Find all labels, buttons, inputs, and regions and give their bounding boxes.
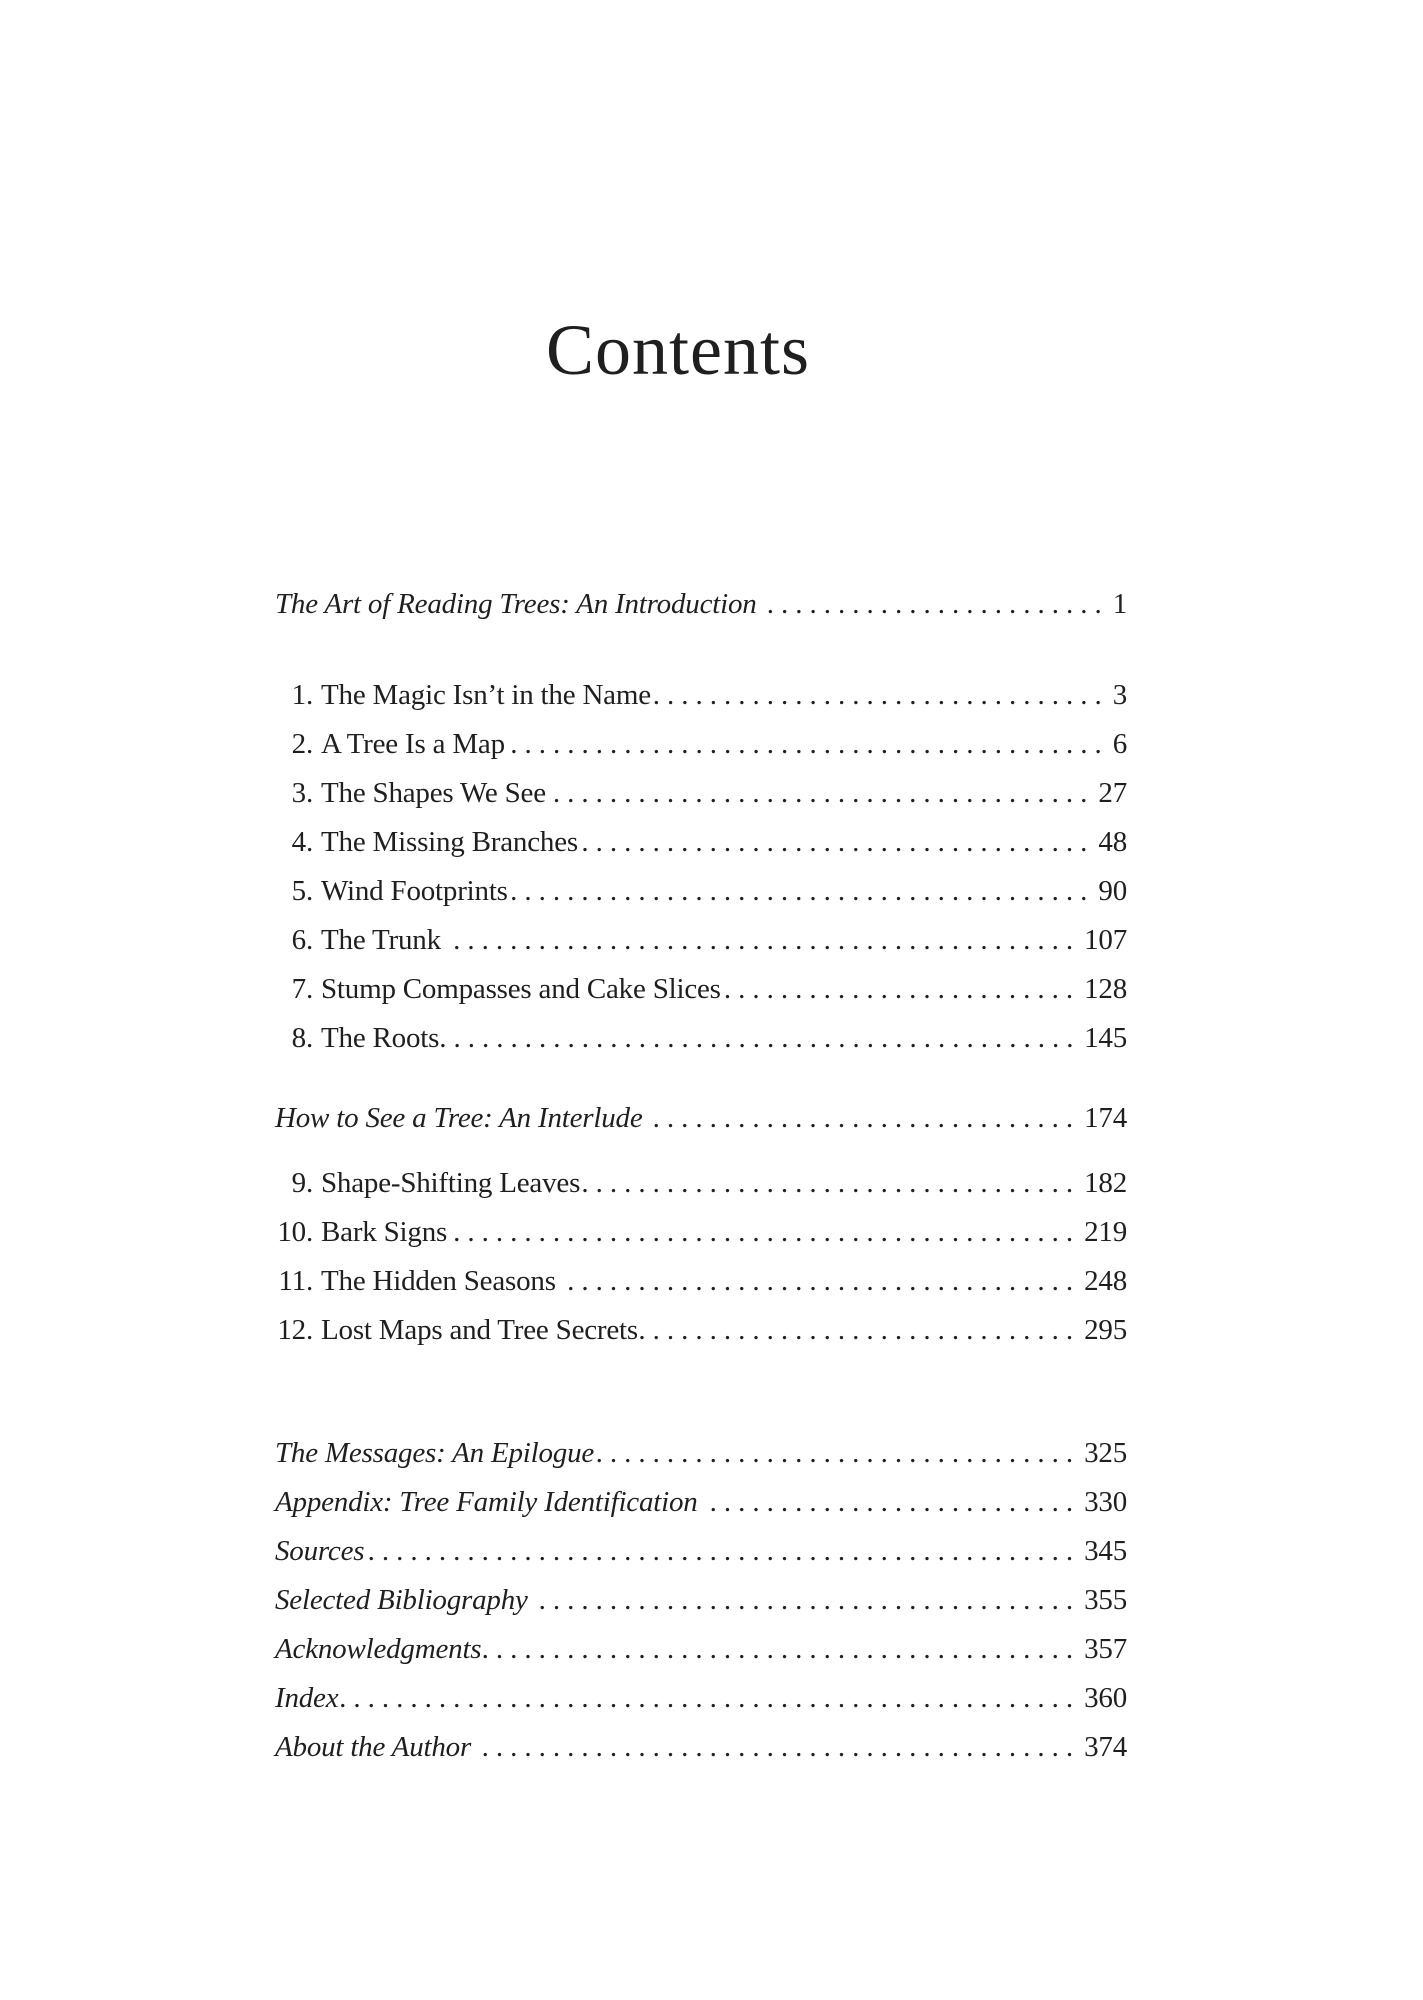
toc-section-backmatter [275, 1429, 1127, 1772]
toc-entry [275, 965, 1127, 1014]
toc-entry-label: About the Author [275, 1731, 472, 1763]
dot-leader: ............................... [638, 1314, 1081, 1346]
toc-entry-label: The Art of Reading Trees: An Introduction [275, 588, 757, 620]
toc-entry [275, 1674, 1127, 1723]
dot-leader: .................................................... [339, 1682, 1081, 1714]
dot-leader: ................................... [581, 1167, 1081, 1199]
dot-leader: ............................................ [453, 924, 1081, 956]
toc-entry-page: 357 [1084, 1633, 1127, 1665]
toc-entry-label: The Hidden Seasons [321, 1265, 556, 1297]
toc-entry [275, 1306, 1127, 1355]
dot-leader: ...................................... [552, 777, 1095, 809]
toc-entry-number: 7. [291, 973, 313, 1005]
toc-entry-label: The Roots [321, 1022, 440, 1054]
toc-entry-page: 174 [1084, 1102, 1127, 1134]
dot-leader: .......................... [709, 1486, 1081, 1518]
toc-entry-page: 27 [1098, 777, 1127, 809]
toc-entry-label: The Trunk [321, 924, 441, 956]
toc-entry-page: 1 [1112, 588, 1127, 620]
dot-leader: ...................................... [538, 1584, 1081, 1616]
toc-section-interlude [275, 1094, 1127, 1143]
toc-entry [275, 769, 1127, 818]
toc-section-introduction [275, 580, 1127, 629]
dot-leader: .................................................. [367, 1535, 1081, 1567]
toc-entry-page: 248 [1084, 1265, 1127, 1297]
toc-entry [275, 1208, 1127, 1257]
dot-leader: ......................... [723, 973, 1081, 1005]
toc-entry-page: 360 [1084, 1682, 1127, 1714]
toc-entry [275, 1723, 1127, 1772]
toc-section-chapters-9-12 [275, 1159, 1127, 1355]
toc-entry [275, 818, 1127, 867]
toc-entry-label: Shape-Shifting Leaves [321, 1167, 581, 1199]
toc-entry-label: Index [275, 1682, 339, 1714]
toc-entry-label: Sources [275, 1535, 365, 1567]
toc-entry [275, 916, 1127, 965]
toc-entry-page: 182 [1084, 1167, 1127, 1199]
dot-leader: .......................................... [510, 728, 1109, 760]
toc-entry-label: Acknowledgments [275, 1633, 482, 1665]
dot-leader: .......................................... [481, 1731, 1081, 1763]
toc-entry-label: A Tree Is a Map [321, 728, 505, 760]
toc-entry-label: Appendix: Tree Family Identification [275, 1486, 698, 1518]
toc-entry-label: The Missing Branches [321, 826, 578, 858]
toc-entry-number: 4. [291, 826, 313, 858]
dot-leader: ............................................. [439, 1022, 1081, 1054]
toc-entry [275, 1527, 1127, 1576]
toc-entry-number: 10. [277, 1216, 313, 1248]
dot-leader: .................................... [567, 1265, 1081, 1297]
table-of-contents [275, 580, 1127, 1772]
toc-entry-number: 11. [278, 1265, 313, 1297]
toc-entry [275, 1429, 1127, 1478]
toc-entry-number: 3. [291, 777, 313, 809]
toc-entry [275, 1576, 1127, 1625]
dot-leader: .................................. [595, 1437, 1081, 1469]
toc-entry-label: The Messages: An Epilogue [275, 1437, 595, 1469]
dot-leader: .......................................... [481, 1633, 1081, 1665]
toc-entry-label: How to See a Tree: An Interlude [275, 1102, 643, 1134]
toc-entry [275, 1014, 1127, 1063]
toc-entry-page: 107 [1084, 924, 1127, 956]
toc-entry-page: 128 [1084, 973, 1127, 1005]
toc-entry [275, 867, 1127, 916]
toc-entry-page: 374 [1084, 1731, 1127, 1763]
toc-section-chapters-1-8 [275, 671, 1127, 1063]
toc-entry-page: 6 [1112, 728, 1127, 760]
toc-entry-label: The Shapes We See [321, 777, 546, 809]
toc-entry-number: 6. [291, 924, 313, 956]
toc-entry-page: 219 [1084, 1216, 1127, 1248]
dot-leader: ................................ [652, 679, 1109, 711]
toc-entry [275, 1625, 1127, 1674]
toc-entry-number: 9. [291, 1167, 313, 1199]
page-title: Contents [545, 310, 810, 390]
toc-entry [275, 580, 1127, 629]
toc-entry-page: 330 [1084, 1486, 1127, 1518]
toc-entry-page: 345 [1084, 1535, 1127, 1567]
toc-entry-label: Wind Footprints [321, 875, 508, 907]
toc-entry [275, 671, 1127, 720]
toc-entry-label: Lost Maps and Tree Secrets [321, 1314, 638, 1346]
toc-entry-number: 2. [291, 728, 313, 760]
toc-entry-label: Stump Compasses and Cake Slices [321, 973, 721, 1005]
toc-entry-page: 145 [1084, 1022, 1127, 1054]
toc-entry-label: Selected Bibliography [275, 1584, 528, 1616]
toc-entry-number: 1. [291, 679, 313, 711]
toc-entry-page: 295 [1084, 1314, 1127, 1346]
toc-entry-number: 12. [277, 1314, 313, 1346]
toc-entry [275, 1257, 1127, 1306]
dot-leader: .................................... [581, 826, 1095, 858]
toc-entry-label: The Magic Isn’t in the Name [321, 679, 651, 711]
toc-entry-page: 355 [1084, 1584, 1127, 1616]
toc-entry-number: 5. [291, 875, 313, 907]
toc-entry-label: Bark Signs [321, 1216, 448, 1248]
toc-entry [275, 1094, 1127, 1143]
dot-leader: .............................. [652, 1102, 1081, 1134]
toc-entry-page: 3 [1112, 679, 1127, 711]
toc-entry [275, 1159, 1127, 1208]
toc-entry [275, 1478, 1127, 1527]
dot-leader: ........................ [766, 588, 1109, 620]
dot-leader: ......................................... [510, 875, 1095, 907]
toc-entry-number: 8. [291, 1022, 313, 1054]
dot-leader: ............................................ [453, 1216, 1081, 1248]
toc-entry-page: 48 [1098, 826, 1127, 858]
toc-entry [275, 720, 1127, 769]
toc-entry-page: 90 [1098, 875, 1127, 907]
toc-entry-page: 325 [1084, 1437, 1127, 1469]
